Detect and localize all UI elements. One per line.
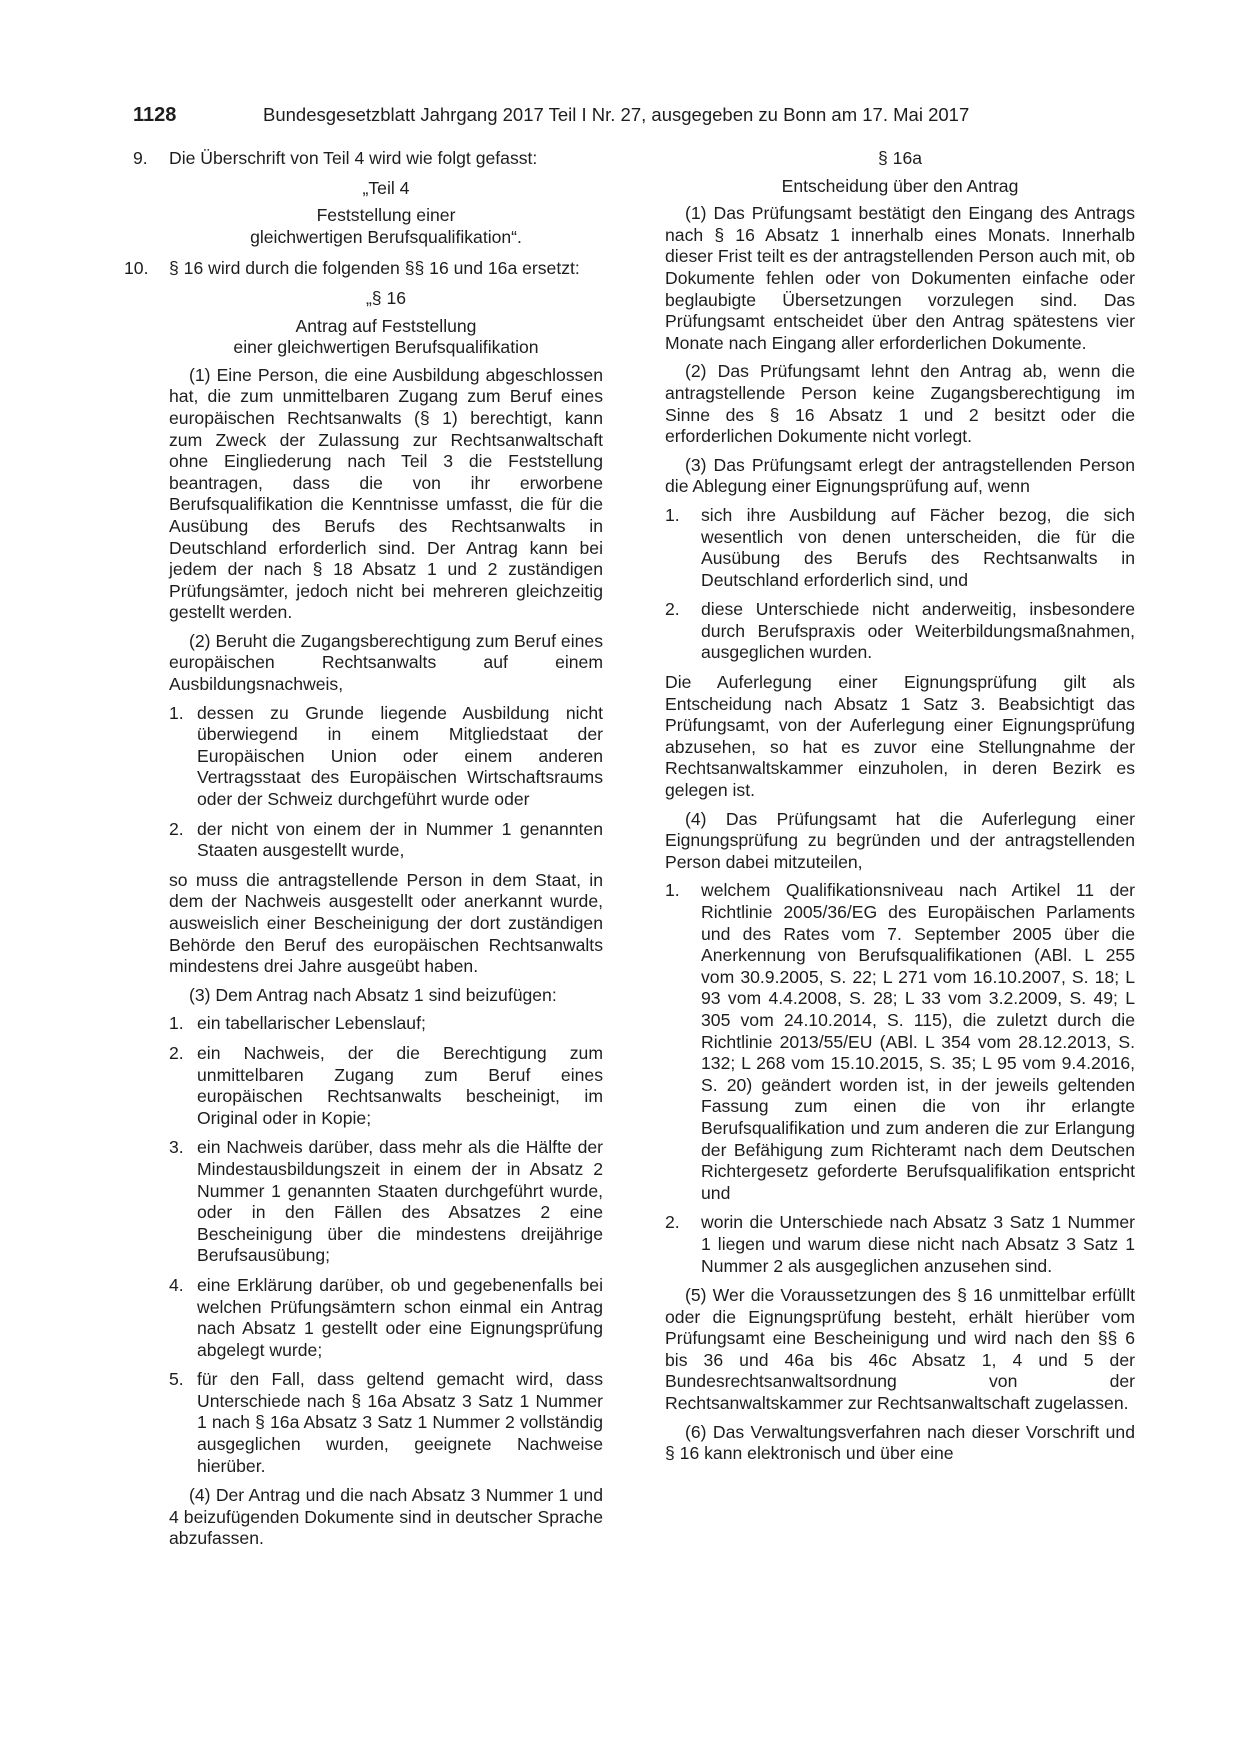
section-title-line: Antrag auf Feststellung: [295, 315, 477, 336]
publication-title: Bundesgesetzblatt Jahrgang 2017 Teil I Nr. 27, ausgegeben zu Bonn am 17. Mai 2017: [263, 104, 970, 125]
list-item: [169, 1137, 603, 1267]
paragraph-5: (5) Wer die Voraussetzungen des § 16 unmittelbar erfüllt oder die Eignungsprüfung besteht, erhält hierüber vom Prüfungsamt eine Bescheinigung und wird nach den §§ 6 bis 36 und 46a bis 46c Absatz 1, 4 und 5 der Bundesrechtsanwaltsordnung von der Rechtsanwaltskammer zur Rechtsanwaltschaft zugelassen.: [665, 1285, 1135, 1414]
list-number: 2.: [665, 599, 680, 620]
list-text: diese Unterschiede nicht anderweitig, insbesondere durch Berufspraxis oder Weiterbildungsmaßnahmen, ausgeglichen wurden.: [701, 599, 1135, 663]
list-item: [169, 819, 603, 862]
section-title-line: einer gleichwertigen Berufsqualifikation: [233, 337, 539, 358]
item-number: 9.: [133, 148, 148, 168]
list-number: 4.: [169, 1274, 184, 1295]
paragraph-4-intro: (4) Das Prüfungsamt hat die Auferlegung einer Eignungsprüfung zu begründen und der antragstellenden Person dabei mitzuteilen,: [665, 808, 1135, 872]
list-text: ein tabellarischer Lebenslauf;: [197, 1013, 426, 1034]
page-number: 1128: [133, 104, 177, 126]
paragraph-2-outro: so muss die antragstellende Person in dem Staat, in dem der Nachweis ausgestellt oder anerkannt wurde, ausweislich einer Bescheinigung der dort zuständigen Behörde den Beruf des europäischen Rechtsanwalts mindestens drei Jahre ausgeübt haben.: [169, 869, 603, 977]
paragraph-4: (4) Der Antrag und die nach Absatz 3 Nummer 1 und 4 beizufügenden Dokumente sind in deutscher Sprache abzufassen.: [169, 1485, 603, 1549]
paragraph-3-intro: (3) Das Prüfungsamt erlegt der antragstellenden Person die Ablegung einer Eignungsprüfung auf, wenn: [665, 454, 1135, 497]
list-item: [665, 1212, 1135, 1277]
item-text: Die Überschrift von Teil 4 wird wie folgt gefasst:: [169, 148, 538, 168]
list-text: ein Nachweis darüber, dass mehr als die Hälfte der Mindestausbildungszeit in einem der in Absatz 2 Nummer 1 genannten Staaten durchgeführt wurde, oder in den Fällen des Absatzes 2 eine Bescheinigung über die mindestens dreijährige Berufsausübung;: [197, 1137, 603, 1266]
left-column: [124, 148, 603, 1557]
right-column: [665, 148, 1135, 1472]
list-text: worin die Unterschiede nach Absatz 3 Satz 1 Nummer 1 liegen und warum diese nicht nach Absatz 3 Satz 1 Nummer 2 als ausgeglichen anzusehen sind.: [701, 1212, 1135, 1276]
quoted-title-line: Feststellung einer: [316, 205, 456, 226]
list-text: eine Erklärung darüber, ob und gegebenenfalls bei welchen Prüfungsämtern schon einmal ein Antrag nach Absatz 1 gestellt oder eine Eignungsprüfung abgelegt wurde;: [197, 1274, 603, 1360]
paragraph-1: (1) Das Prüfungsamt bestätigt den Eingang des Antrags nach § 16 Absatz 1 innerhalb eines Monats. Innerhalb dieser Frist teilt es der antragstellenden Person auch mit, ob Dokumente fehlen oder von Dokumenten einfache oder beglaubigte Übersetzungen vorzulegen sind. Das Prüfungsamt entscheidet über den Antrag spätestens vier Monate nach Eingang aller erforderlichen Dokumente.: [665, 203, 1135, 353]
list-item: [169, 703, 603, 811]
list-number: 1.: [665, 504, 680, 525]
section-number: „§ 16: [365, 287, 407, 308]
section-number: § 16a: [877, 148, 923, 168]
list-item: [169, 1275, 603, 1361]
list-number: 2.: [169, 1042, 184, 1063]
quoted-heading: [169, 178, 603, 249]
amendment-item-10: [124, 258, 603, 280]
list-number: 2.: [169, 818, 184, 839]
list-number: 1.: [169, 1013, 184, 1034]
item-number: 10.: [124, 258, 149, 279]
list-item: [665, 505, 1135, 591]
list-number: 1.: [169, 702, 184, 723]
list-item: [665, 880, 1135, 1204]
quoted-title-line: gleichwertigen Berufsqualifikation“.: [250, 226, 522, 247]
list-text: für den Fall, dass geltend gemacht wird, dass Unterschiede nach § 16a Absatz 3 Satz 1 Nummer 1 nach § 16a Absatz 3 Satz 1 Nummer 2 vollständig ausgeglichen wurden, geeignete Nachweise hierüber.: [197, 1369, 603, 1476]
list-item: [665, 599, 1135, 664]
amendment-item-9: [133, 148, 603, 170]
list-item: [169, 1013, 603, 1035]
page-header: [133, 100, 1113, 130]
paragraph-3-outro: Die Auferlegung einer Eignungsprüfung gilt als Entscheidung nach Absatz 1 Satz 3. Beabsichtigt das Prüfungsamt, von der Auferlegung einer Eignungsprüfung abzusehen, so hat es zuvor eine Stellungnahme der Rechtsanwaltskammer einzuholen, in deren Bezirk es gelegen ist.: [665, 672, 1135, 801]
list-text: ein Nachweis, der die Berechtigung zum unmittelbaren Zugang zum Beruf eines europäischen Rechtsanwalts bescheinigt, im Original oder in Kopie;: [197, 1042, 603, 1128]
paragraph-2-intro: (2) Beruht die Zugangsberechtigung zum Beruf eines europäischen Rechtsanwalts auf einem Ausbildungsnachweis,: [169, 630, 603, 695]
list-text: dessen zu Grunde liegende Ausbildung nicht überwiegend in einem Mitgliedstaat der Europäischen Union oder einem anderen Vertragsstaat des Europäischen Wirtschaftsraums oder der Schweiz durchgeführt wurde oder: [197, 702, 603, 810]
list-number: 5.: [169, 1369, 184, 1390]
list-number: 3.: [169, 1137, 184, 1158]
list-text: der nicht von einem der in Nummer 1 genannten Staaten ausgestellt wurde,: [197, 818, 603, 861]
paragraph-1: (1) Eine Person, die eine Ausbildung abgeschlossen hat, die zum unmittelbaren Zugang zum Beruf eines europäischen Rechtsanwalts (§ 1) berechtigt, kann zum Zweck der Zulassung zur Rechtsanwaltschaft ohne Eingliederung nach Teil 3 die Feststellung beantragen, dass die von ihr erworbene Berufsqualifikation die Kenntnisse umfasst, die für die Ausübung des Berufs des Rechtsanwalts in Deutschland erforderlich sind. Der Antrag kann bei jedem der nach § 18 Absatz 1 und 2 zuständigen Prüfungsämter, jedoch nicht bei mehreren gleichzeitig gestellt werden.: [169, 364, 603, 623]
list-number: 2.: [665, 1212, 680, 1233]
list-item: [169, 1369, 603, 1477]
quoted-part-number: „Teil 4: [362, 177, 410, 198]
paragraph-2: (2) Das Prüfungsamt lehnt den Antrag ab, wenn die antragstellende Person keine Zugangsberechtigung im Sinne des § 16 Absatz 1 und 2 besitzt oder die erforderlichen Dokumente nicht vorlegt.: [665, 361, 1135, 447]
list-text: sich ihre Ausbildung auf Fächer bezog, die sich wesentlich von denen unterscheiden, die für die Ausübung des Berufs des Rechtsanwalts in Deutschland erforderlich sind, und: [701, 504, 1135, 590]
paragraph-3-intro: (3) Dem Antrag nach Absatz 1 sind beizufügen:: [189, 984, 557, 1005]
paragraph-6: (6) Das Verwaltungsverfahren nach dieser Vorschrift und § 16 kann elektronisch und über eine: [665, 1421, 1135, 1464]
list-number: 1.: [665, 880, 680, 901]
section-16: [169, 288, 603, 1550]
list-item: [169, 1043, 603, 1129]
section-title: Entscheidung über den Antrag: [781, 175, 1019, 196]
item-text: § 16 wird durch die folgenden §§ 16 und 16a ersetzt:: [169, 258, 580, 279]
list-text: welchem Qualifikationsniveau nach Artikel 11 der Richtlinie 2005/36/EG des Europäischen Parlaments und des Rates vom 7. September 2005 über die Anerkennung von Berufsqualifikationen (ABl. L 255 vom 30.9.2005, S. 22; L 271 vom 16.10.2007, S. 18; L 93 vom 4.4.2008, S. 28; L 33 vom 3.2.2009, S. 49; L 305 vom 24.10.2014, S. 115), die zuletzt durch die Richtlinie 2013/55/EU (ABl. L 354 vom 28.12.2013, S. 132; L 268 vom 15.10.2015, S. 35; L 95 vom 9.4.2016, S. 20) geändert worden ist, in der jeweils geltenden Fassung zum einen die von ihr erlangte Berufsqualifikation und zum anderen die zur Erlangung der Befähigung zum Richteramt nach dem Deutschen Richtergesetz geforderte Berufsqualifikation entspricht und: [701, 880, 1135, 1203]
